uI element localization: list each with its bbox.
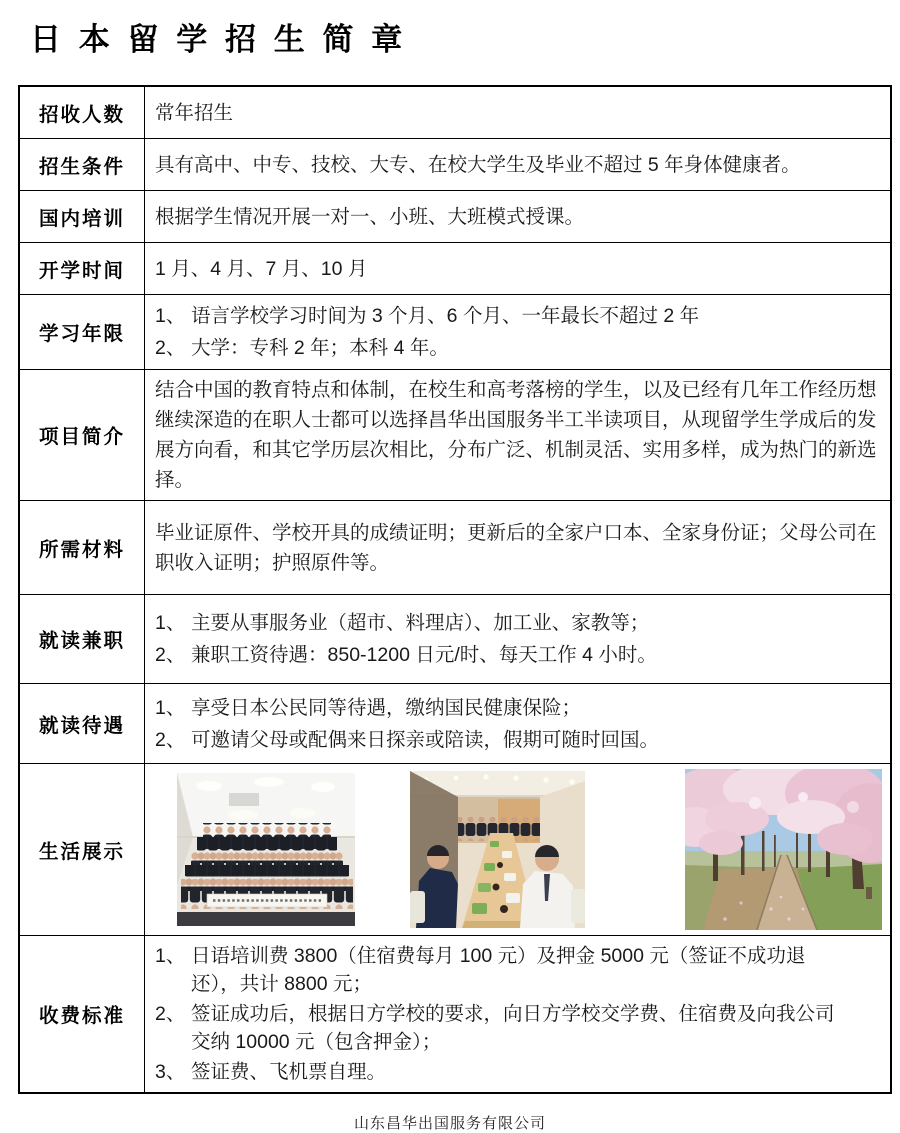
row-content [145, 764, 894, 935]
row-label: 项目简介 [20, 370, 145, 500]
row-label: 招收人数 [20, 87, 145, 138]
list-item-number: 2、 [155, 728, 186, 751]
row-label: 就读兼职 [20, 595, 145, 683]
content-text: 毕业证原件、学校开具的成绩证明；更新后的全家户口本、全家身份证；父母公司在职收入证明；护照原件等。 [155, 521, 877, 574]
table-row-fee-standard [20, 935, 890, 1092]
group-photo [177, 773, 355, 926]
list-item-number: 1、 [155, 612, 186, 634]
table-row-domestic-training [20, 190, 890, 242]
row-content [145, 370, 890, 500]
row-label: 收费标准 [20, 936, 145, 1092]
row-label: 开学时间 [20, 243, 145, 294]
footer-company-name: 山东昌华出国服务有限公司 [353, 1115, 546, 1132]
row-content [145, 139, 890, 190]
table-row-study-duration [20, 294, 890, 369]
list-item [155, 693, 878, 723]
row-content [145, 595, 890, 683]
table-row-required-materials [20, 500, 890, 594]
table-row-requirements [20, 138, 890, 190]
list-item [155, 1058, 846, 1086]
row-label: 生活展示 [20, 764, 145, 935]
list-item [155, 333, 878, 363]
list-item [155, 640, 878, 670]
admissions-table [18, 85, 892, 1094]
list-item-number: 2、 [155, 337, 186, 359]
list-item-number: 1、 [155, 305, 186, 327]
row-content [145, 501, 890, 594]
row-content [145, 936, 890, 1092]
row-label: 学习年限 [20, 295, 145, 369]
content-text: 1 月、4 月、7 月、10 月 [155, 257, 368, 280]
list-item-text: 兼职工资待遇：850-1200 日元/时、每天工作 4 小时。 [191, 644, 657, 666]
list-item [155, 301, 878, 331]
list-item-number: 3、 [155, 1061, 186, 1083]
list-item [155, 608, 878, 638]
content-text: 具有高中、中专、技校、大专、在校大学生及毕业不超过 5 年身体健康者。 [155, 153, 801, 176]
content-text: 结合中国的教育特点和体制，在校生和高考落榜的学生，以及已经有几年工作经历想继续深造的在职人士都可以选择昌华出国服务半工半读项目，从现留学生学成后的发展方向看，和其它学历层次相比，分布广泛、机制灵活、实用多样，成为热门的新选择。 [155, 379, 877, 491]
row-content [145, 243, 890, 294]
row-content [145, 191, 890, 242]
list-item-text: 语言学校学习时间为 3 个月、6 个月、一年最长不超过 2 年 [191, 305, 700, 327]
table-row-enrollment-number [20, 87, 890, 138]
table-row-study-benefits [20, 683, 890, 763]
list-item-text: 签证费、飞机票自理。 [191, 1061, 387, 1083]
list-item [155, 725, 878, 755]
row-label: 招生条件 [20, 139, 145, 190]
list-item-text: 享受日本公民同等待遇，缴纳国民健康保险； [191, 696, 582, 719]
row-content [145, 684, 890, 763]
content-text: 常年招生 [155, 101, 234, 124]
list-item-text: 可邀请父母或配偶来日探亲或陪读，假期可随时回国。 [191, 728, 660, 751]
row-content [145, 87, 890, 138]
list-item [155, 1000, 846, 1056]
list-item-text: 签证成功后，根据日方学校的要求，向日方学校交学费、住宿费及向我公司交纳 10000 元（包含押金）； [191, 1003, 835, 1053]
table-row-life-showcase [20, 763, 890, 935]
list-item-text: 主要从事服务业（超市、料理店）、加工业、家教等； [191, 612, 650, 634]
row-label: 国内培训 [20, 191, 145, 242]
list-item [155, 942, 846, 998]
list-item-number: 2、 [155, 1003, 186, 1025]
banquet-photo [410, 771, 585, 928]
list-item-number: 1、 [155, 945, 186, 967]
list-item-number: 1、 [155, 696, 186, 719]
content-text: 根据学生情况开展一对一、小班、大班模式授课。 [155, 205, 585, 228]
cherry-blossom-photo [685, 769, 882, 930]
row-label: 所需材料 [20, 501, 145, 594]
table-row-start-dates [20, 242, 890, 294]
row-label: 就读待遇 [20, 684, 145, 763]
list-item-text: 日语培训费 3800（住宿费每月 100 元）及押金 5000 元（签证不成功退还），共计 8800 元； [191, 945, 806, 995]
list-item-number: 2、 [155, 644, 186, 666]
list-item-text: 大学：专科 2 年；本科 4 年。 [191, 337, 449, 359]
row-content [145, 295, 890, 369]
table-row-part-time-work [20, 594, 890, 683]
table-row-project-intro [20, 369, 890, 500]
page-title: 日 本 留 学 招 生 简 章 [30, 22, 408, 57]
